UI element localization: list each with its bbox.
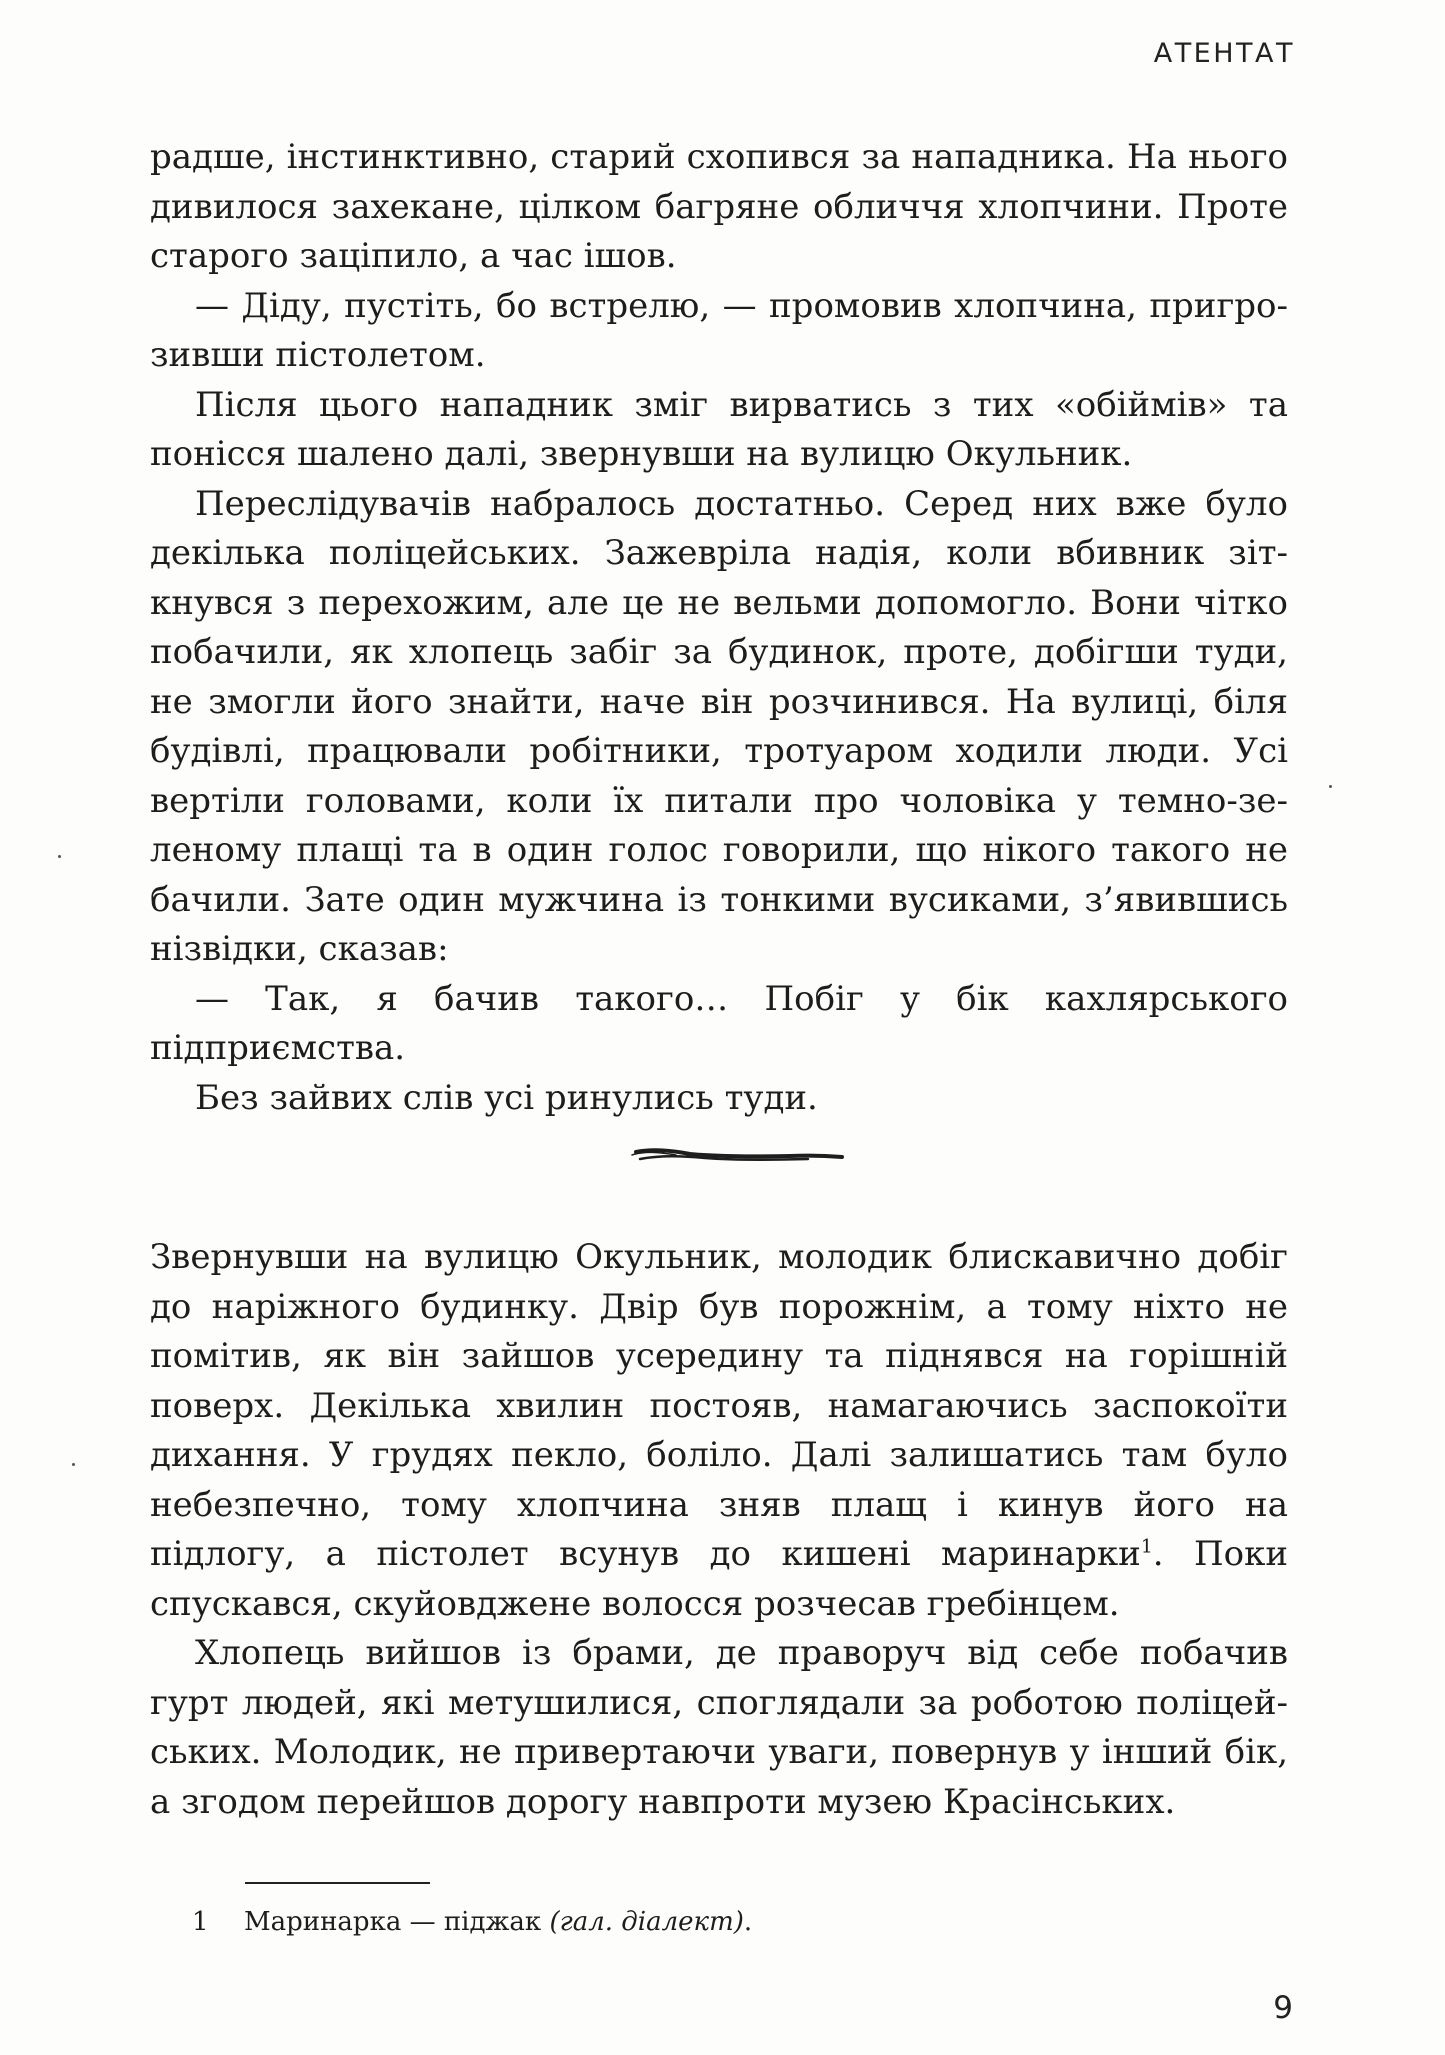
paragraph-dialogue: — Діду, пустіть, бо встрелю, — промовив хлопчина, пригрозивши пістолетом. bbox=[150, 285, 1288, 375]
scan-speck bbox=[1329, 785, 1332, 788]
section-two-text bbox=[150, 1233, 1288, 1827]
scan-speck bbox=[72, 1463, 75, 1466]
page-number: 9 bbox=[1273, 1990, 1293, 2026]
footnote-period: . bbox=[743, 1907, 753, 1937]
running-title: АТЕНТАТ bbox=[1153, 38, 1295, 69]
footnote-separator bbox=[245, 1882, 430, 1884]
paragraph: Без зайвих слів усі ринулись туди. bbox=[195, 1077, 818, 1118]
paragraph: Хлопець вийшов із брами, де праворуч від себе побачив гурт людей, які метушилися, споглядали за роботою поліцейських. Молодик, не привертаючи уваги, повернув у інший бік, а згодом перейшов дорогу навпроти музею Красінських. bbox=[150, 1633, 1288, 1822]
paragraph-text-continued: . Поки спускався, скуйовджене волосся розчесав гребінцем. bbox=[150, 1534, 1288, 1624]
paragraph: Після цього нападник зміг вирватись з тих «обіймів» та понісся шалено далі, звернувши на вулицю Окульник. bbox=[150, 384, 1288, 474]
paragraph: Переслідувачів набралось достатньо. Серед них вже було декілька поліцейських. Зажевріла надія, коли вбивник зіткнувся з перехожим, але це не вельми допомогло. Вони чітко побачили, як хлопець забіг за будинок, проте, добігши туди, не змогли його знайти, наче він розчинився. На вулиці, біля будівлі, працювали робітники, тротуаром ходили люди. Усі вертіли головами, коли їх питали про чоловіка у темно-зеленому плащі та в один голос говорили, що нікого такого не бачили. Зате один мужчина із тонкими вусиками, з’явившись нізвідки, сказав: bbox=[150, 483, 1288, 969]
paragraph bbox=[150, 1233, 1288, 1629]
section-divider-ornament bbox=[630, 1140, 850, 1170]
footnote-dialect-note: (гал. діалект) bbox=[549, 1907, 744, 1937]
paragraph-dialogue: — Так, я бачив такого… Побіг у бік кахлярського підприємства. bbox=[150, 978, 1288, 1068]
footnote-number: 1 bbox=[192, 1907, 209, 1937]
footnote-marker: 1 bbox=[1140, 1536, 1153, 1558]
paragraph-text: Звернувши на вулицю Окульник, молодик блискавично добіг до наріжного будинку. Двір був порожнім, а тому ніхто не помітив, як він зайшов усередину та піднявся на горішній поверх. Декілька хвилин постояв, намагаючись заспокоїти дихання. У грудях пекло, боліло. Далі залишатись там було небезпечно, тому хлопчина зняв плащ і кинув його на підлогу, а пістолет всунув до кишені маринарки bbox=[150, 1237, 1288, 1574]
scan-speck bbox=[58, 855, 61, 858]
section-one-text bbox=[150, 133, 1288, 1123]
paragraph: радше, інстинктивно, старий схопився за нападника. На нього дивилося захекане, цілком багряне обличчя хлопчини. Проте старого заціпило, а час ішов. bbox=[150, 137, 1288, 276]
footnote-term: Маринарка — піджак bbox=[244, 1907, 542, 1937]
footnote bbox=[192, 1905, 752, 1939]
